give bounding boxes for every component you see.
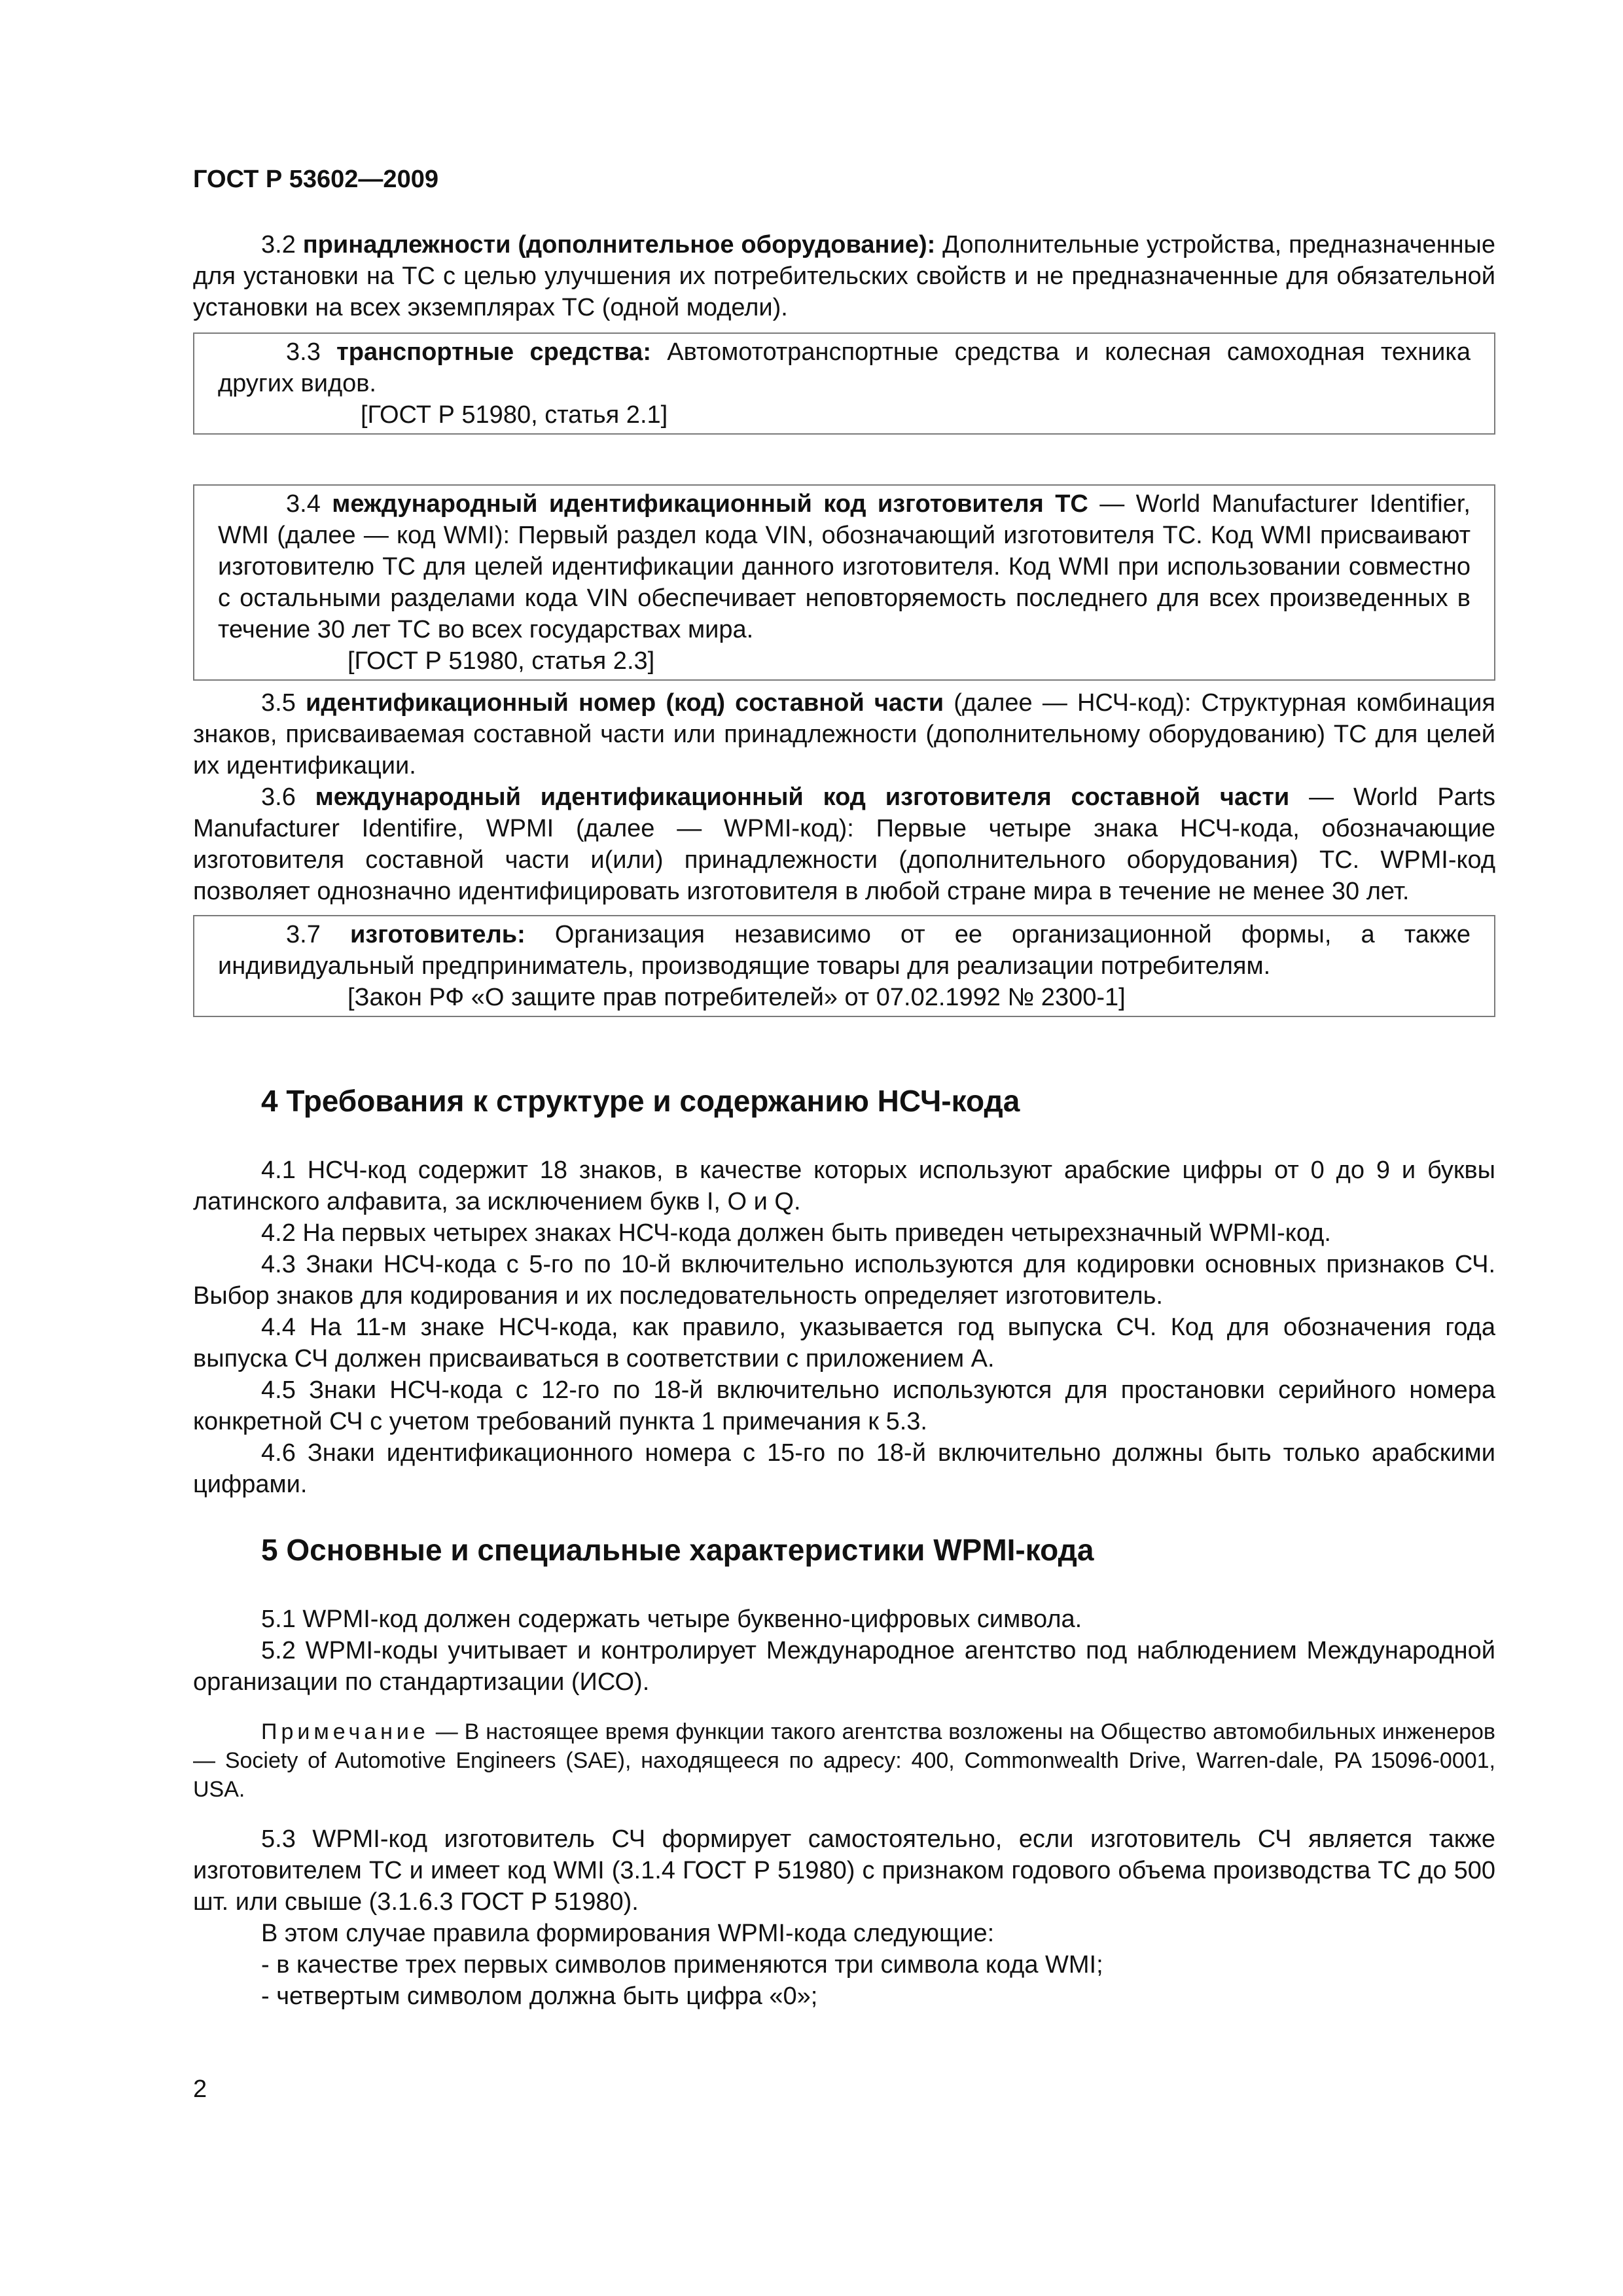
boxed-clause-3-7 [193,915,1495,1017]
note [193,1717,1495,1804]
clause-4-3: 4.3 Знаки НСЧ-кода с 5-го по 10-й включительно используются для кодировки основных признаков СЧ. Выбор знаков для кодирования и их последовательность определяет изготовитель. [193,1251,1495,1310]
clause-text: — World Manufacturer Identifier, WMI (далее — код WMI): Первый раздел кода VIN, обозначающий изготовителя ТС. Код WMI присваивают изготовителю ТС для целей идентификации данного изготовителя. Код WMI при использовании совместно с остальными разделами кода VIN обеспечивает неповторяемость последнего для всех произведенных в течение 30 лет ТС во всех государствах мира. [218,490,1471,643]
clause-3-6 [193,781,1495,907]
clause-number: 3.4 [286,490,321,518]
clause-text: — World Parts Manufacturer Identifire, WPMI (далее — WPMI-код): Первые четыре знака НСЧ-кода, обозначающие изготовителя составной части и(или) принадлежности (дополнительного оборудования) ТС. WPMI-код позволяет однозначно идентифицировать изготовителя в любой стране мира в течение не менее 30 лет. [193,783,1496,905]
clause-3-2 [193,229,1495,323]
list-item: - четвертым символом должна быть цифра «0»; [261,1982,818,2010]
note-text: — В настоящее время функции такого агентства возложены на Общество автомобильных инженеров — Society of Automotive Engineers (SAE), находящееся по адресу: 400, Commonwealth Drive, Warren-dale, PA 15096-0001, USA. [193,1719,1495,1802]
clause-reference: [ГОСТ Р 51980, статья 2.1] [361,401,668,429]
clause-term: транспортные средства: [336,338,651,366]
clause-3-4 [218,488,1471,645]
clause-number: 3.6 [261,783,296,811]
clause-reference: [Закон РФ «О защите прав потребителей» от 07.02.1992 № 2300-1] [348,984,1126,1011]
clause-4-4: 4.4 На 11-м знаке НСЧ-кода, как правило, указывается год выпуска СЧ. Код для обозначения года выпуска СЧ должен присваиваться в соответствии с приложением А. [193,1314,1495,1372]
note-label: Примечание [261,1719,429,1744]
clause-text: Дополнительные устройства, предназначенные для установки на ТС с целью улучшения их потребительских свойств и не предназначенные для обязательной установки на всех экземплярах ТС (одной модели). [193,231,1495,321]
document-page [193,164,1495,2012]
clause-term: международный идентификационный код изготовителя составной части [315,783,1290,811]
clause-3-5 [193,687,1495,781]
clause-term: принадлежности (дополнительное оборудование): [302,231,936,259]
document-header: ГОСТ Р 53602—2009 [193,166,438,193]
clause-number: 3.5 [261,689,296,717]
clause-5-3-rules-intro: В этом случае правила формирования WPMI-кода следующие: [261,1920,995,1947]
clause-5-3: 5.3 WPMI-код изготовитель СЧ формирует самостоятельно, если изготовитель СЧ является также изготовителем ТС и имеет код WMI (3.1.4 ГОСТ Р 51980) с признаком годового объема производства ТС до 500 шт. или свыше (3.1.6.3 ГОСТ Р 51980). [193,1825,1495,1916]
clause-term: международный идентификационный код изготовителя ТС [332,490,1088,518]
clause-text: Автомототранспортные средства и колесная самоходная техника других видов. [218,338,1471,397]
clause-4-2: 4.2 На первых четырех знаках НСЧ-кода должен быть приведен четырехзначный WPMI-код. [261,1219,1331,1247]
clause-number: 3.7 [286,921,321,948]
page-number: 2 [193,2075,207,2103]
clause-term: изготовитель: [349,921,526,948]
clause-3-7 [218,919,1471,982]
section-5-title: 5 Основные и специальные характеристики WPMI-кода [261,1533,1094,1567]
clause-term: идентификационный номер (код) составной части [305,689,944,717]
clause-text: Организация независимо от ее организационной формы, а также индивидуальный предприниматель, производящие товары для реализации потребителям. [218,921,1471,980]
clause-3-3 [218,336,1471,399]
clause-reference: [ГОСТ Р 51980, статья 2.3] [348,647,655,675]
clause-number: 3.2 [261,231,296,259]
clause-4-6: 4.6 Знаки идентификационного номера с 15-го по 18-й включительно должны быть только арабскими цифрами. [193,1439,1495,1498]
clause-text: (далее — НСЧ-код): Структурная комбинация знаков, присваиваемая составной части или принадлежности (дополнительному оборудованию) ТС для целей их идентификации. [193,689,1495,780]
section-4-title: 4 Требования к структуре и содержанию НСЧ-кода [261,1084,1020,1118]
clause-number: 3.3 [286,338,321,366]
clause-5-2: 5.2 WPMI-коды учитывает и контролирует Международное агентство под наблюдением Международной организации по стандартизации (ИСО). [193,1637,1495,1696]
boxed-clause-3-4 [193,484,1495,681]
clause-4-1: 4.1 НСЧ-код содержит 18 знаков, в качестве которых используют арабские цифры от 0 до 9 и буквы латинского алфавита, за исключением букв I, O и Q. [193,1157,1495,1215]
clause-4-5: 4.5 Знаки НСЧ-кода с 12-го по 18-й включительно используются для простановки серийного номера конкретной СЧ с учетом требований пункта 1 примечания к 5.3. [193,1376,1495,1435]
clause-5-1: 5.1 WPMI-код должен содержать четыре буквенно-цифровых символа. [261,1605,1082,1633]
list-item: - в качестве трех первых символов применяются три символа кода WMI; [261,1951,1103,1979]
boxed-clause-3-3 [193,332,1495,435]
